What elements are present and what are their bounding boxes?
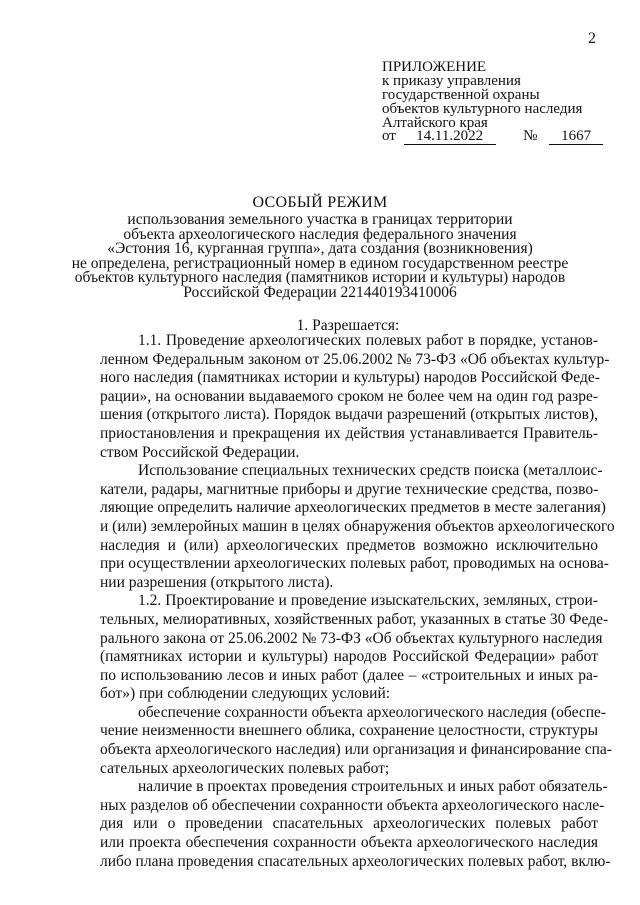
- section-heading: 1. Разрешается:: [296, 317, 400, 334]
- document-title: ОСОБЫЙ РЕЖИМ: [252, 194, 388, 211]
- appendix-line: к приказу управления: [382, 73, 521, 89]
- order-date: 14.11.2022: [404, 129, 496, 145]
- appendix-line: Алтайского края: [382, 115, 488, 131]
- body-line: 1.2. Проектирование и проведение изыскательских, земляных, строи-: [138, 592, 598, 610]
- appendix-header: [382, 60, 582, 130]
- document-subtitle: [60, 213, 580, 301]
- body-line: ляющие определить наличие археологических предметов в месте залегания): [100, 499, 606, 517]
- body-line: ных разделов об обеспечении сохранности объекта археологического насле-: [100, 796, 605, 814]
- body-line: ленном Федеральным законом от 25.06.2002 № 73-ФЗ «Об объектах культур-: [100, 350, 610, 368]
- body-line: обеспечение сохранности объекта археологического наследия (обеспе-: [138, 703, 607, 721]
- body-line: шения (открытого листа). Порядок выдачи разрешений (открытых листов),: [100, 406, 598, 424]
- appendix-line: объектов культурного наследия: [382, 101, 583, 117]
- body-line: сательных археологических полевых работ;: [100, 759, 390, 777]
- body-line: ством Российской Федерации.: [100, 443, 300, 461]
- order-date-prefix: от: [382, 128, 396, 144]
- order-number: 1667: [549, 129, 603, 145]
- subtitle-line: Российской Федерации 221440193410006: [183, 283, 457, 301]
- body-line: по использованию лесов и иных работ (далее – «строительных и иных ра-: [100, 666, 598, 684]
- body-line: тельных, мелиоративных, хозяйственных работ, указанных в статье 30 Феде-: [100, 610, 609, 628]
- body-line: приостановления и прекращения их действия устанавливается Правитель-: [100, 424, 598, 442]
- body-line: ного наследия (памятниках истории и культуры) народов Российской Феде-: [100, 369, 600, 387]
- page-number: 2: [588, 30, 596, 47]
- body-line: бот») при соблюдении следующих условий:: [100, 685, 391, 703]
- subtitle-line: использования земельного участка в границах территории: [127, 211, 513, 228]
- subtitle-line: объекта археологического наследия федерального значения: [123, 225, 517, 243]
- body-line: (памятниках истории и культуры) народов Российской Федерации» работ: [100, 648, 598, 666]
- order-number-sign: №: [523, 128, 538, 144]
- body-line: либо плана проведения спасательных археологических полевых работ, вклю-: [100, 852, 611, 870]
- body-line: наследия и (или) археологических предметов возможно исключительно: [100, 536, 598, 554]
- subtitle-line: «Эстония 16, курганная группа», дата создания (возникновения): [107, 240, 533, 258]
- body-line: дия или о проведении спасательных археологических полевых работ: [100, 815, 598, 833]
- subtitle-line: не определена, регистрационный номер в едином государственном реестре: [71, 254, 569, 272]
- body-line: наличие в проектах проведения строительных и иных работ обязатель-: [138, 778, 608, 796]
- body-line: катели, радары, магнитные приборы и другие технические средства, позво-: [100, 480, 599, 498]
- body-line: рального закона от 25.06.2002 № 73-ФЗ «Об объектах культурного наследия: [100, 629, 603, 647]
- appendix-line: государственной охраны: [382, 87, 540, 103]
- subtitle-line: объектов культурного наследия (памятников истории и культуры) народов: [74, 269, 566, 287]
- appendix-line: ПРИЛОЖЕНИЕ: [382, 59, 487, 75]
- body-line: объекта археологического наследия) или организация и финансирование спа-: [100, 741, 612, 759]
- body-line: и (или) землеройных машин в целях обнаружения объектов археологического: [100, 517, 615, 535]
- order-reference: [382, 128, 603, 145]
- body-line: или проекта обеспечения сохранности объекта археологического наследия: [100, 834, 598, 852]
- body-line: чение неизменности внешнего облика, сохранение целостности, структуры: [100, 722, 598, 740]
- body-line: 1.1. Проведение археологических полевых работ в порядке, установ-: [138, 332, 598, 349]
- body-line: при осуществлении археологических полевых работ, проводимых на основа-: [100, 555, 609, 573]
- body-line: нии разрешения (открытого листа).: [100, 573, 334, 591]
- body-line: Использование специальных технических средств поиска (металлоис-: [138, 462, 603, 480]
- document-body: [100, 332, 615, 871]
- body-line: рации», на основании выдаваемого сроком не более чем на один год разре-: [100, 387, 598, 405]
